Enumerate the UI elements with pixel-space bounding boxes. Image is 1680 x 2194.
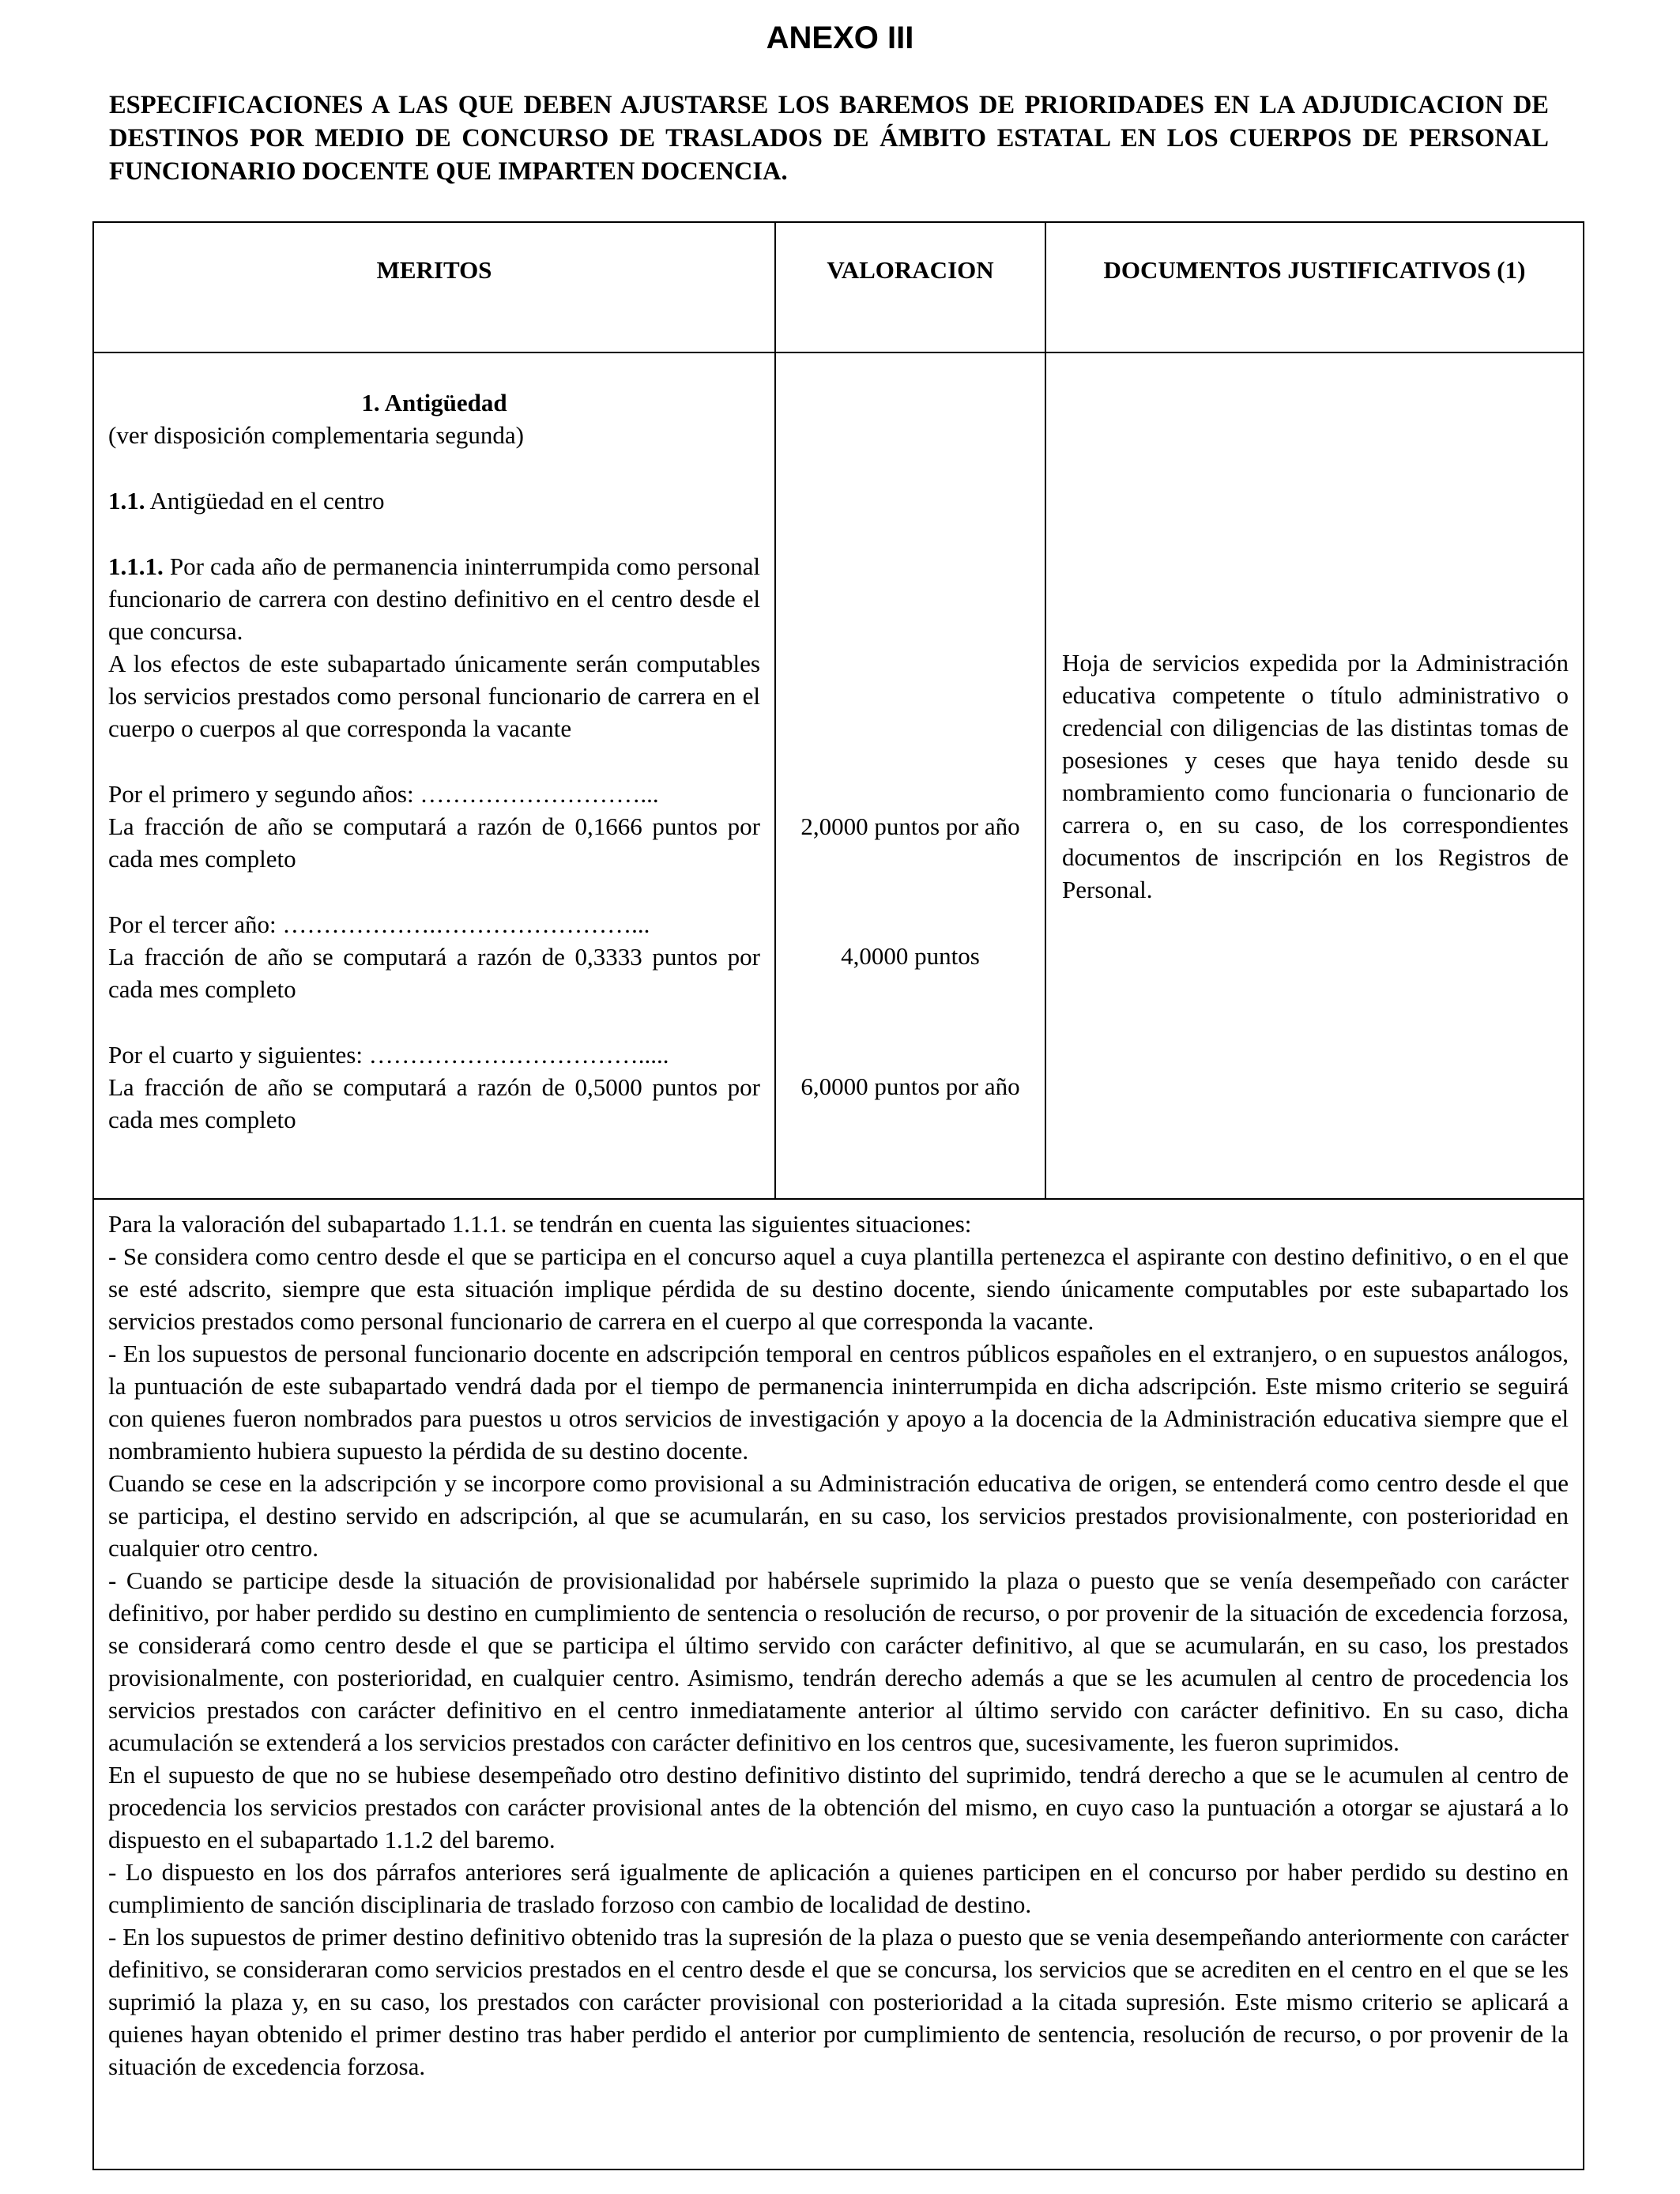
document-subtitle: ESPECIFICACIONES A LAS QUE DEBEN AJUSTARSE LOS BAREMOS DE PRIORIDADES EN LA ADJUDICACION DE DESTINOS POR MEDIO DE CONCURSO DE TRASLADOS DE ÁMBITO ESTATAL EN LOS CUERPOS DE PERSONAL FUNCIONARIO DOCENTE QUE IMPARTEN DOCENCIA. <box>109 91 1549 186</box>
note-paragraph: - Se considera como centro desde el que se participa en el concurso aquel a cuya plantilla pertenezca el aspirante con destino definitivo, o en el que se esté adscrito, siempre que esta situación implique pérdida de su destino docente, siendo únicamente computables por este subapartado los servicios prestados como personal funcionario de carrera en el cuerpo al que corresponda la vacante. <box>108 1242 1569 1335</box>
note-paragraph: Cuando se cese en la adscripción y se incorpore como provisional a su Administración educativa de origen, se entenderá como centro desde el que se participa, el destino servido en adscripción, al que se acumularán, en su caso, los servicios prestados provisionalmente, con posterioridad en cualquier otro centro. <box>108 1469 1569 1562</box>
baremo-table <box>92 221 1584 2170</box>
tier3-note: La fracción de año se computará a razón de 0,5000 puntos por cada mes completo <box>108 1073 760 1133</box>
notes-row <box>93 1199 1584 2169</box>
tier3-value: 6,0000 puntos por año <box>800 1072 1020 1100</box>
item-text: Por cada año de permanencia ininterrumpida como personal funcionario de carrera con destino definitivo en el centro desde el que concursa. <box>108 552 760 645</box>
subsection-heading <box>108 484 760 517</box>
note-paragraph: En el supuesto de que no se hubiese desempeñado otro destino definitivo distinto del suprimido, tendrá derecho a que se le acumulen al centro de procedencia los servicios prestados con carácter provisional antes de la obtención del mismo, en cuyo caso la puntuación a otorgar se ajustará a lo dispuesto en el subapartado 1.1.2 del baremo. <box>108 1761 1569 1853</box>
tier1-label: Por el primero y segundo años: ………………………... <box>108 780 659 808</box>
header-documentos: DOCUMENTOS JUSTIFICATIVOS (1) <box>1045 222 1584 352</box>
tier2-value: 4,0000 puntos <box>841 942 980 970</box>
note-paragraph: - En los supuestos de personal funcionario docente en adscripción temporal en centros públicos españoles en el extranjero, o en supuestos análogos, la puntuación de este subapartado vendrá dada por el tiempo de permanencia ininterrumpida en dicha adscripción. Este mismo criterio se seguirá con quienes fueron nombrados para puestos u otros servicios de investigación y apoyo a la docencia de la Administración educativa siempre que el nombramiento hubiera supuesto la pérdida de su destino docente. <box>108 1340 1569 1465</box>
documentos-cell <box>1045 352 1584 1199</box>
antiguedad-row <box>93 352 1584 1199</box>
item-paragraph <box>108 550 760 647</box>
documentos-text: Hoja de servicios expedida por la Administración educativa competente o título administrativo o credencial con diligencias de las distintas tomas de posesiones y ceses que haya tenido desde su nombramiento como funcionaria o funcionario de carrera o, en su caso, de los correspondientes documentos de inscripción en los Registros de Personal. <box>1062 649 1569 903</box>
subsection-title: Antigüedad en el centro <box>145 487 385 515</box>
header-valoracion: VALORACION <box>775 222 1045 352</box>
header-meritos: MERITOS <box>93 222 775 352</box>
section-title: 1. Antigüedad <box>361 389 507 417</box>
valoracion-cell <box>775 352 1045 1199</box>
note-paragraph: - Lo dispuesto en los dos párrafos anteriores será igualmente de aplicación a quienes participen en el concurso por haber perdido su destino en cumplimiento de sanción disciplinaria de traslado forzoso con cambio de localidad de destino. <box>108 1858 1569 1918</box>
note-paragraph: - Cuando se participe desde la situación de provisionalidad por habérsele suprimido la plaza o puesto que se venía desempeñado con carácter definitivo, por haber perdido su destino en cumplimiento de sentencia o resolución de recurso, o por provenir de la situación de excedencia forzosa, se considerará como centro desde el que se participa el último servido con carácter definitivo, al que se acumularán, en su caso, los prestados provisionalmente, con posterioridad, en cualquier centro. Asimismo, tendrán derecho además a que se les acumulen al centro de procedencia los servicios prestados con carácter definitivo en el centro inmediatamente anterior al último servido con carácter definitivo. En su caso, dicha acumulación se extenderá a los servicios prestados con carácter definitivo en los centros que, sucesivamente, les fueron suprimidos. <box>108 1566 1569 1756</box>
page-title: ANEXO III <box>766 21 914 55</box>
tier2-note: La fracción de año se computará a razón de 0,3333 puntos por cada mes completo <box>108 943 760 1003</box>
notes-cell <box>93 1199 1584 2169</box>
table-header-row <box>93 222 1584 352</box>
meritos-cell <box>93 352 775 1199</box>
tier2-label: Por el tercer año: ……………….……………………... <box>108 910 650 938</box>
section-note: (ver disposición complementaria segunda) <box>108 421 524 449</box>
tier3-label: Por el cuarto y siguientes: ……………………………..... <box>108 1041 669 1069</box>
note-intro: Para la valoración del subapartado 1.1.1. se tendrán en cuenta las siguientes situaciones: <box>108 1210 972 1238</box>
item-number: 1.1.1. <box>108 552 164 580</box>
tier1-note: La fracción de año se computará a razón de 0,1666 puntos por cada mes completo <box>108 812 760 873</box>
tier1-value: 2,0000 puntos por año <box>800 812 1020 840</box>
item-note: A los efectos de este subapartado únicamente serán computables los servicios prestados como personal funcionario de carrera en el cuerpo o cuerpos al que corresponda la vacante <box>108 650 760 742</box>
subsection-number: 1.1. <box>108 487 145 515</box>
note-paragraph: - En los supuestos de primer destino definitivo obtenido tras la supresión de la plaza o puesto que se venia desempeñando anteriormente con carácter definitivo, se consideraran como servicios prestados en el centro desde el que se concursa, los servicios que se acrediten en el centro en el que se les suprimió la plaza y, en su caso, los prestados con carácter provisional con posterioridad a la citada supresión. Este mismo criterio se aplicará a quienes hayan obtenido el primer destino tras haber perdido el anterior por cumplimiento de sentencia, resolución de recurso, o por provenir de la situación de excedencia forzosa. <box>108 1923 1569 2080</box>
